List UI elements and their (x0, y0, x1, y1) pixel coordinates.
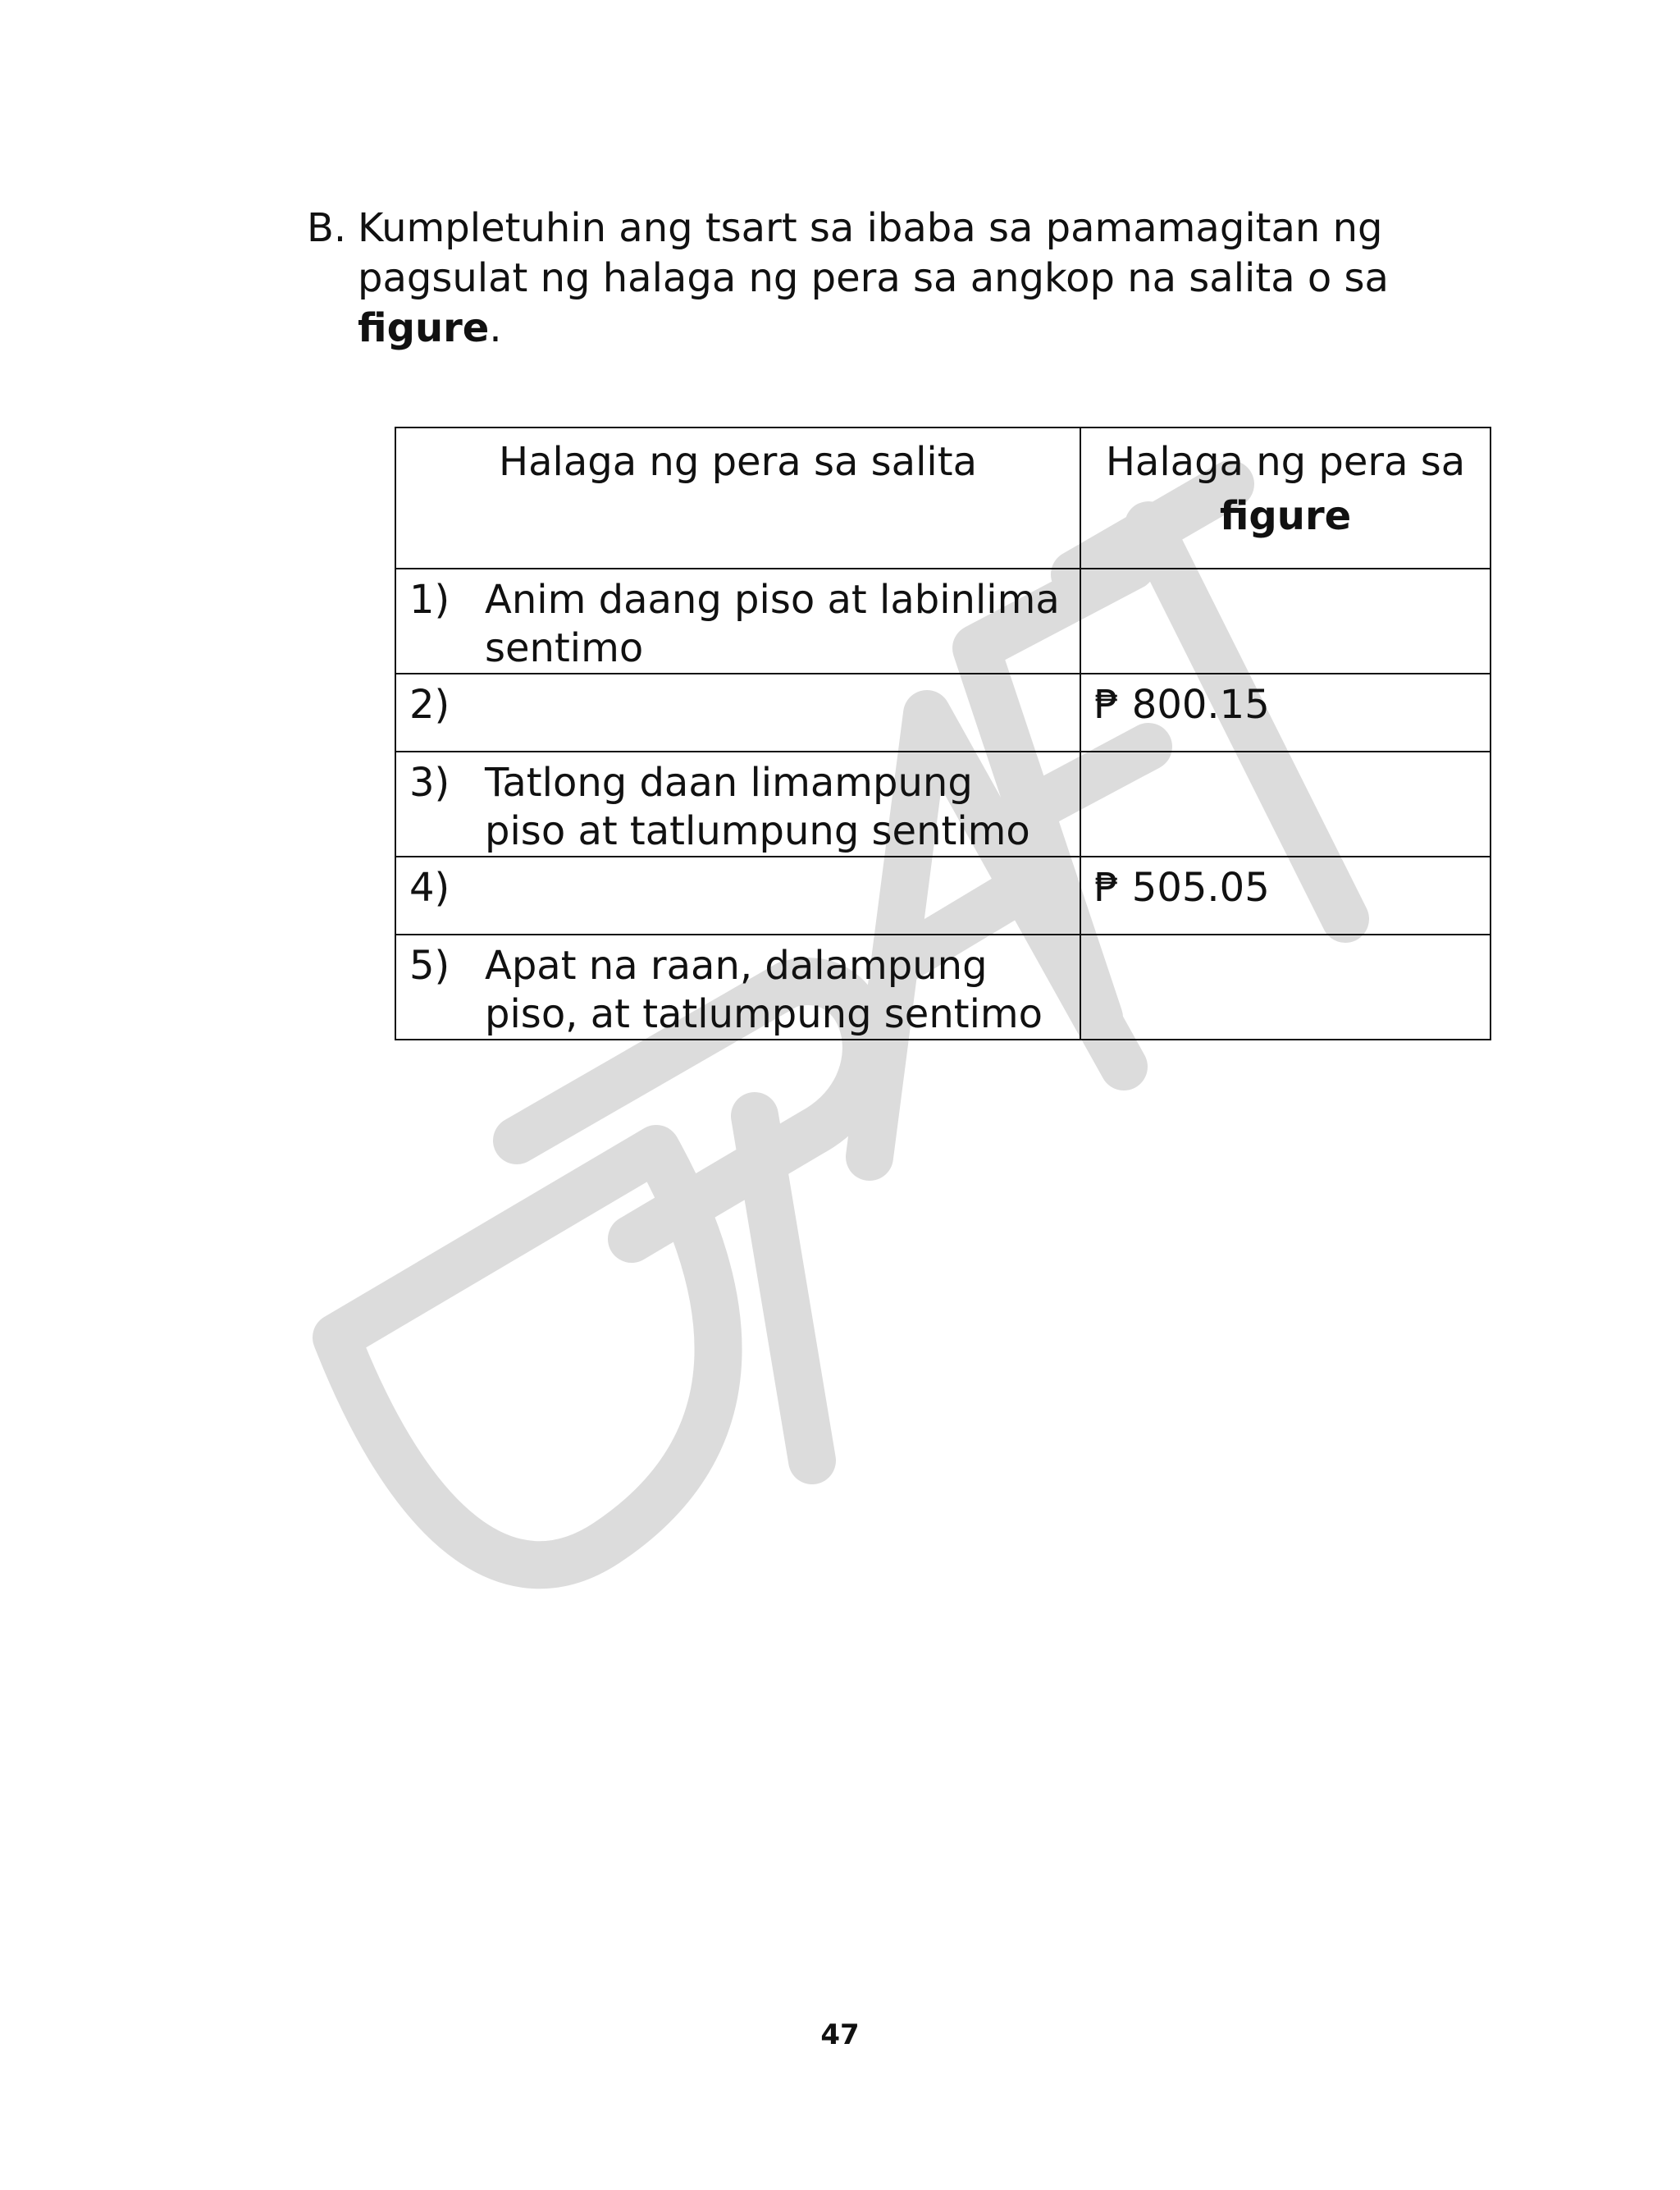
words-cell (395, 935, 1080, 1040)
table-row (395, 674, 1491, 752)
page-number: 47 (820, 2019, 860, 2051)
instruction-body: Kumpletuhin ang tsart sa ibaba sa pamamagitan ng pagsulat ng halaga ng pera sa angkop na salita o sa (358, 205, 1389, 301)
item-figure: ₱ 505.05 (1094, 865, 1270, 911)
item-words: Anim daang piso at labinlima sentimo (485, 577, 1060, 671)
figure-cell[interactable] (1080, 752, 1491, 857)
table-row (395, 569, 1491, 674)
words-cell (395, 752, 1080, 857)
table-row (395, 857, 1491, 935)
words-cell[interactable] (395, 674, 1080, 752)
item-words: Tatlong daan limampung piso at tatlumpung sentimo (485, 760, 1030, 854)
item-number: 3) (409, 760, 450, 806)
item-figure (1081, 935, 1490, 942)
words-cell (395, 569, 1080, 674)
section-letter: B. (307, 205, 347, 251)
instruction-end-punct: . (489, 305, 502, 351)
table-row (395, 752, 1491, 857)
figure-cell (1080, 857, 1491, 935)
header-words-label: Halaga ng pera sa salita (499, 439, 977, 485)
header-figure-cell (1080, 427, 1491, 569)
item-words (485, 864, 1080, 912)
item-number: 2) (409, 682, 450, 728)
item-number: 1) (409, 577, 450, 623)
table-header-row (395, 427, 1491, 569)
item-figure (1081, 752, 1490, 759)
instruction (307, 203, 1455, 354)
header-words-cell (395, 427, 1080, 569)
words-cell[interactable] (395, 857, 1080, 935)
figure-cell[interactable] (1080, 935, 1491, 1040)
item-words: Apat na raan, dalampung piso, at tatlumpung sentimo (485, 943, 1043, 1037)
item-figure (1081, 569, 1490, 576)
figure-cell[interactable] (1080, 569, 1491, 674)
header-figure-bold: figure (1219, 493, 1352, 539)
header-figure-text: Halaga ng pera sa (1105, 439, 1466, 485)
item-figure: ₱ 800.15 (1094, 682, 1270, 728)
figure-cell (1080, 674, 1491, 752)
item-number: 4) (409, 865, 450, 911)
table-row (395, 935, 1491, 1040)
header-figure-label (1081, 428, 1490, 543)
instruction-bold-word: figure (358, 305, 490, 351)
money-chart-table (395, 427, 1491, 1040)
item-number: 5) (409, 943, 450, 989)
instruction-text (358, 203, 1449, 354)
item-words (485, 681, 1080, 729)
